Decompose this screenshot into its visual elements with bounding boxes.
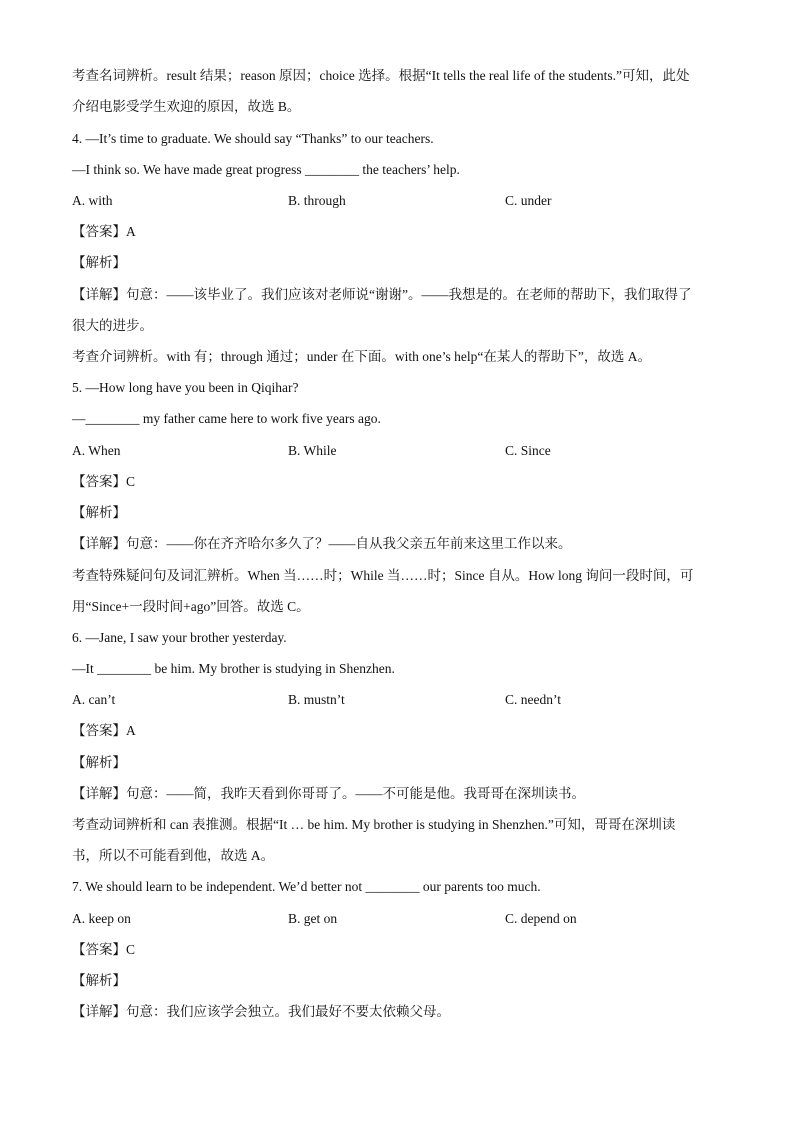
option-b: B. get on <box>288 911 338 926</box>
option-c: C. Since <box>505 443 551 458</box>
analysis-label: 【解析】 <box>72 973 126 988</box>
question-5-stem: —________ my father came here to work five years ago. <box>72 411 381 426</box>
option-a: A. keep on <box>72 911 131 926</box>
option-c: C. depend on <box>505 911 577 926</box>
explanation-text: 考查介词辨析。with 有；through 通过；under 在下面。with one’s help“在某人的帮助下”，故选 A。 <box>72 349 651 364</box>
question-6-stem: —It ________ be him. My brother is studying in Shenzhen. <box>72 661 395 676</box>
analysis-label: 【解析】 <box>72 755 126 770</box>
explanation-text: 考查特殊疑问句及词汇辨析。When 当……时；While 当……时；Since 自从。How long 询问一段时间，可 <box>72 568 694 583</box>
answer-label: 【答案】A <box>72 723 136 738</box>
explanation-text: 考查动词辨析和 can 表推测。根据“It … be him. My brother is studying in Shenzhen.”可知，哥哥在深圳读 <box>72 817 676 832</box>
option-c: C. needn’t <box>505 692 561 707</box>
answer-label: 【答案】C <box>72 942 136 957</box>
question-5-stem: 5. —How long have you been in Qiqihar? <box>72 380 299 395</box>
explanation-text: 【详解】句意：——该毕业了。我们应该对老师说“谢谢”。——我想是的。在老师的帮助下，我们取得了 <box>72 287 692 302</box>
option-a: A. can’t <box>72 692 116 707</box>
analysis-label: 【解析】 <box>72 255 126 270</box>
explanation-text: 很大的进步。 <box>72 318 153 333</box>
question-7-stem: 7. We should learn to be independent. We’d better not ________ our parents too much. <box>72 879 541 894</box>
explanation-text: 【详解】句意：——你在齐齐哈尔多久了？——自从我父亲五年前来这里工作以来。 <box>72 536 572 551</box>
question-6-stem: 6. —Jane, I saw your brother yesterday. <box>72 630 287 645</box>
option-c: C. under <box>505 193 552 208</box>
explanation-text: 考查名词辨析。result 结果；reason 原因；choice 选择。根据“It tells the real life of the students.”可知，此处 <box>72 68 690 83</box>
option-b: B. mustn’t <box>288 692 345 707</box>
option-a: A. When <box>72 443 121 458</box>
answer-label: 【答案】A <box>72 224 136 239</box>
explanation-text: 【详解】句意：——简，我昨天看到你哥哥了。——不可能是他。我哥哥在深圳读书。 <box>72 786 585 801</box>
option-b: B. through <box>288 193 346 208</box>
explanation-text: 用“Since+一段时间+ago”回答。故选 C。 <box>72 599 310 614</box>
explanation-text: 【详解】句意：我们应该学会独立。我们最好不要太依赖父母。 <box>72 1004 450 1019</box>
question-4-stem: 4. —It’s time to graduate. We should say “Thanks” to our teachers. <box>72 131 434 146</box>
option-a: A. with <box>72 193 113 208</box>
answer-label: 【答案】C <box>72 474 136 489</box>
explanation-text: 介绍电影受学生欢迎的原因，故选 B。 <box>72 99 301 114</box>
explanation-text: 书，所以不可能看到他，故选 A。 <box>72 848 275 863</box>
option-b: B. While <box>288 443 337 458</box>
analysis-label: 【解析】 <box>72 505 126 520</box>
question-4-stem: —I think so. We have made great progress ________ the teachers’ help. <box>72 162 460 177</box>
